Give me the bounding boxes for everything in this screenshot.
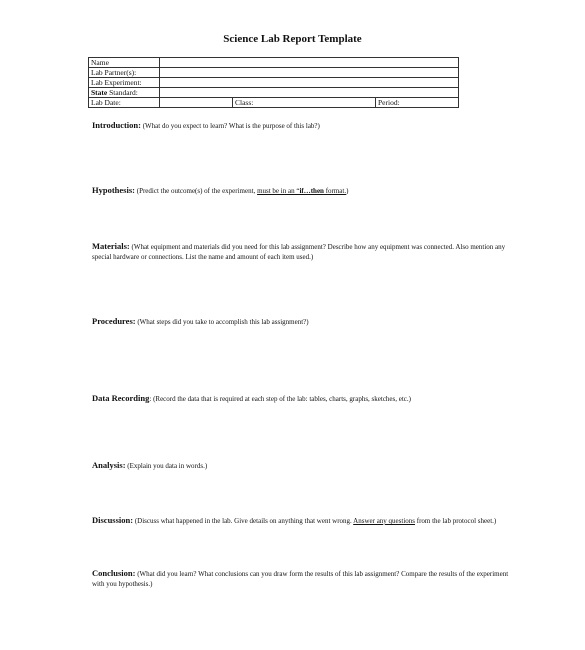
- introduction-heading: Introduction:: [92, 120, 141, 130]
- lab-date-label: Lab Date:: [89, 98, 160, 108]
- materials-text: (What equipment and materials did you need for this lab assignment? Describe how any equipment was connected. Also mention any special hardware or connections. List the name and amount of each item used.): [92, 243, 506, 261]
- hypothesis-text: (Predict the outcome(s) of the experiment,: [134, 187, 258, 195]
- hypothesis-section: [92, 185, 517, 196]
- table-row: [89, 98, 459, 108]
- procedures-text: (What steps did you take to accomplish this lab assignment?): [135, 318, 309, 326]
- table-row: [89, 78, 459, 88]
- data-recording-section: [92, 393, 517, 404]
- hypothesis-close: ): [346, 187, 349, 195]
- answer-questions-underlined: Answer any questions: [353, 517, 415, 525]
- state-standard-field[interactable]: [160, 88, 459, 98]
- data-recording-heading: Data Recording: [92, 393, 150, 403]
- discussion-text: (Discuss what happened in the lab. Give details on anything that went wrong.: [133, 517, 354, 525]
- table-row: [89, 88, 459, 98]
- period-label: Period:: [376, 98, 411, 108]
- materials-section: [92, 241, 517, 262]
- analysis-text: (Explain you data in words.): [125, 462, 208, 470]
- period-field[interactable]: [410, 98, 459, 108]
- data-recording-text: : (Record the data that is required at each step of the lab: tables, charts, graphs, sketches, etc.): [149, 395, 411, 403]
- partners-field[interactable]: [160, 68, 459, 78]
- conclusion-text: (What did you learn? What conclusions can you draw form the results of this lab assignment? Compare the results of the experiment with you hypothesis.): [92, 570, 509, 588]
- conclusion-heading: Conclusion:: [92, 568, 136, 578]
- partners-label: Lab Partner(s):: [89, 68, 160, 78]
- discussion-text-end: from the lab protocol sheet.): [415, 517, 497, 525]
- table-row: [89, 68, 459, 78]
- name-label: Name: [89, 58, 160, 68]
- document-title: Science Lab Report Template: [223, 33, 362, 45]
- introduction-text: (What do you expect to learn? What is the purpose of this lab?): [140, 122, 320, 130]
- lab-date-field[interactable]: [160, 98, 233, 108]
- lab-info-table: [88, 57, 459, 108]
- experiment-field[interactable]: [160, 78, 459, 88]
- introduction-section: [92, 120, 517, 131]
- class-label: Class:: [233, 98, 262, 108]
- standard-word: Standard:: [107, 88, 138, 97]
- state-word: State: [91, 88, 108, 97]
- analysis-section: [92, 460, 517, 471]
- procedures-heading: Procedures:: [92, 316, 136, 326]
- hypothesis-underlined-a: must be in an “: [257, 187, 300, 195]
- state-standard-label: [89, 88, 160, 98]
- class-field[interactable]: [261, 98, 376, 108]
- hypothesis-heading: Hypothesis:: [92, 185, 135, 195]
- materials-heading: Materials:: [92, 241, 130, 251]
- discussion-heading: Discussion:: [92, 515, 134, 525]
- procedures-section: [92, 316, 517, 327]
- hypothesis-underlined: [257, 187, 349, 195]
- name-field[interactable]: [160, 58, 459, 68]
- if-then-bold: if…then: [299, 187, 324, 195]
- conclusion-section: [92, 568, 517, 589]
- experiment-label: Lab Experiment:: [89, 78, 160, 88]
- discussion-section: [92, 515, 517, 526]
- hypothesis-underlined-b: format.: [323, 187, 347, 195]
- table-row: [89, 58, 459, 68]
- analysis-heading: Analysis:: [92, 460, 126, 470]
